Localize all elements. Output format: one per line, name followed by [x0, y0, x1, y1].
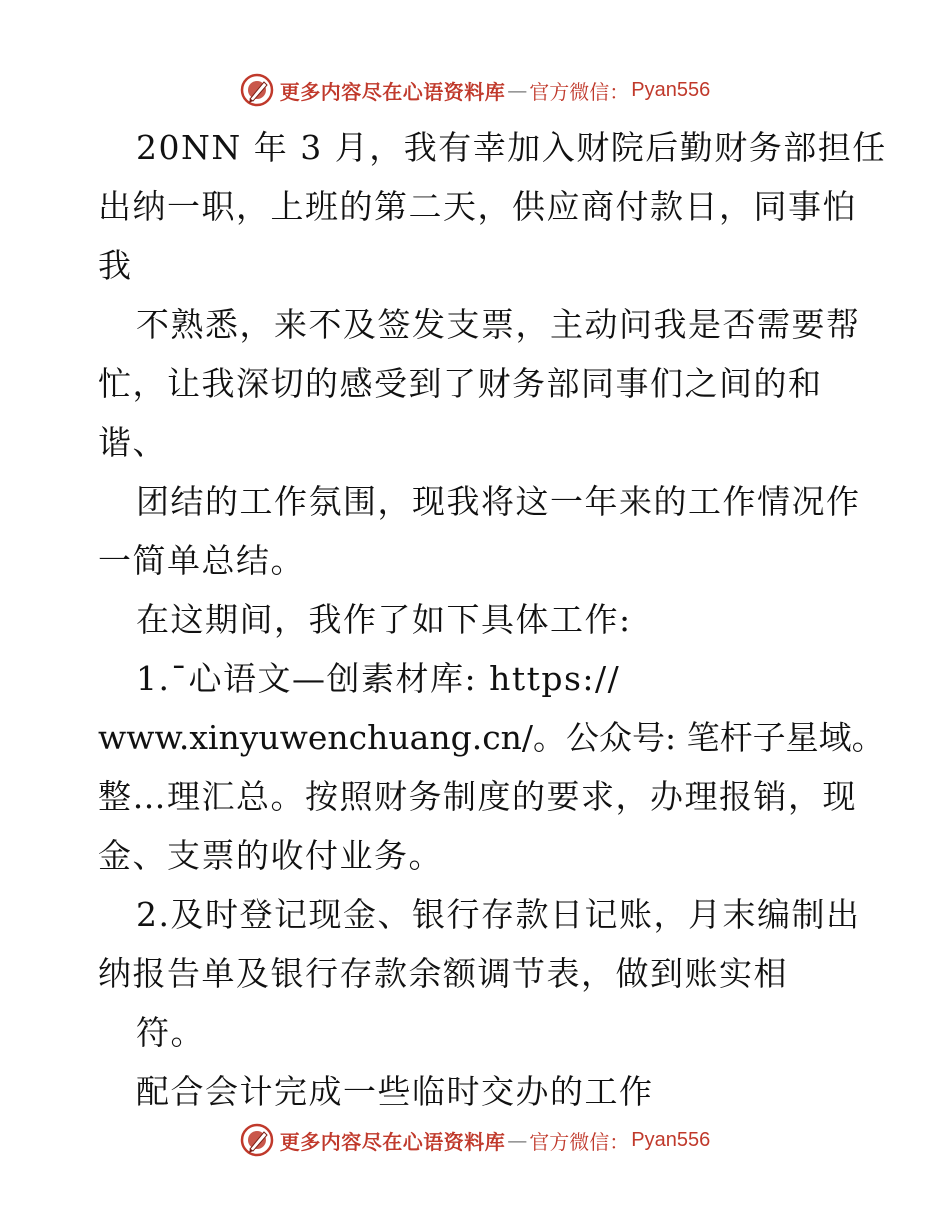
- text-line: 不熟悉，来不及签发支票，主动问我是否需要帮: [136, 305, 861, 344]
- text-line: 纳报告单及银行存款余额调节表，做到账实相: [98, 954, 788, 993]
- document-body: [98, 118, 887, 1121]
- header-watermark-banner: [0, 70, 950, 110]
- text-line: 团结的工作氛围，现我将这一年来的工作情况作: [136, 482, 861, 521]
- banner-wechat-label: 官方微信：: [529, 79, 630, 104]
- banner-wechat-id: Pyan556: [631, 78, 711, 101]
- footer-watermark-banner: [0, 1120, 950, 1160]
- text-line: 配合会计完成一些临时交办的工作: [136, 1072, 654, 1111]
- banner-slogan: 更多内容尽在心语资料库: [279, 1129, 506, 1154]
- banner-wechat-label: 官方微信：: [529, 1129, 630, 1154]
- text-line: 一简单总结。: [98, 541, 305, 580]
- text-line: 20NN 年 3 月，我有幸加入财院后勤财务部担任: [136, 128, 887, 167]
- text-line: 符。: [136, 1013, 205, 1052]
- banner-wechat-id: Pyan556: [631, 1128, 711, 1151]
- banner-separator: —: [507, 78, 528, 102]
- text-line: 1.¯心语文—创素材库: https://: [136, 659, 621, 698]
- text-line: 我: [98, 246, 133, 285]
- text-line: 忙，让我深切的感受到了财务部同事们之间的和: [98, 364, 823, 403]
- text-line: 整…理汇总。按照财务制度的要求，办理报销，现: [98, 777, 857, 816]
- pen-logo-icon: [240, 1123, 274, 1157]
- text-line: 2.及时登记现金、银行存款日记账，月末编制出: [136, 895, 861, 934]
- text-line-url: www.xinyuwenchuang.cn/。公众号: 笔杆子星域。: [98, 718, 885, 757]
- banner-separator: —: [507, 1128, 528, 1152]
- text-line: 在这期间，我作了如下具体工作:: [136, 600, 632, 639]
- pen-logo-icon: [240, 73, 274, 107]
- banner-slogan: 更多内容尽在心语资料库: [279, 79, 506, 104]
- text-line: 谐、: [98, 423, 167, 462]
- text-line: 金、支票的收付业务。: [98, 836, 443, 875]
- text-line: 出纳一职，上班的第二天，供应商付款日，同事怕: [98, 187, 857, 226]
